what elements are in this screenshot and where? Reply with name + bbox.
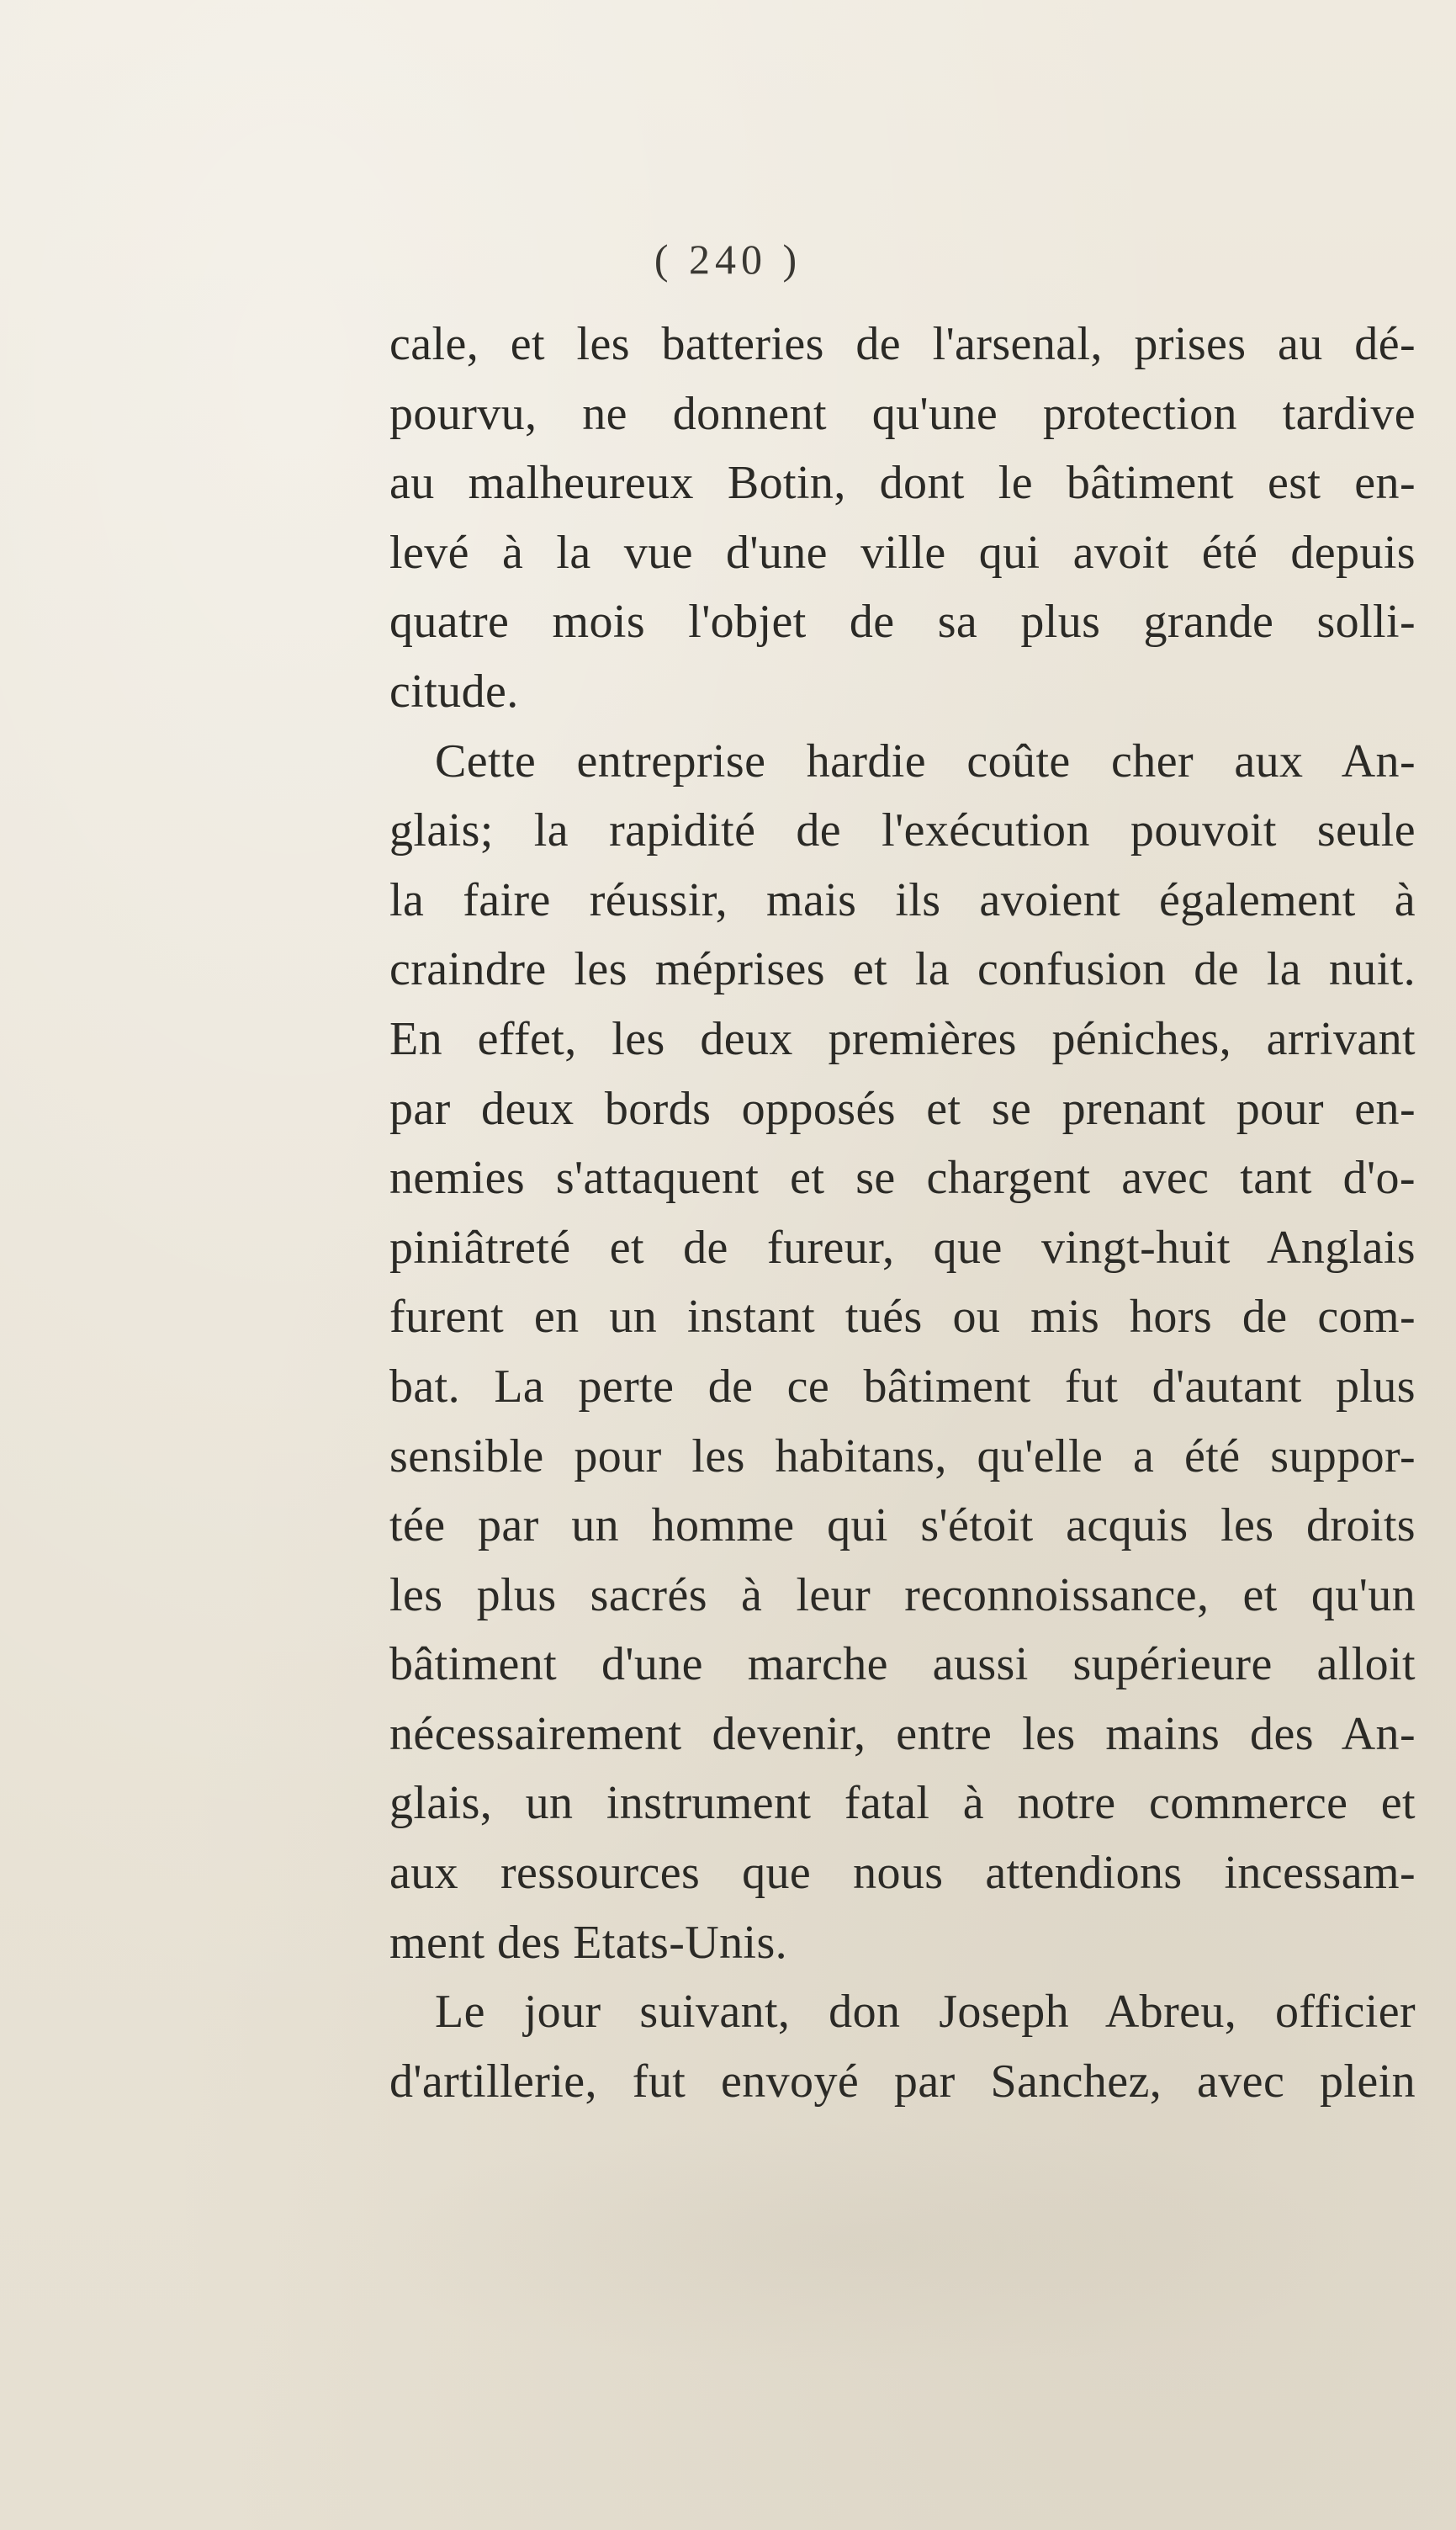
text-line: sensible pour les habitans, qu'elle a été suppor- xyxy=(389,1429,1416,1482)
text-line: ment des Etats-Unis. xyxy=(389,1916,788,1969)
text-line: levé à la vue d'une ville qui avoit été depuis xyxy=(389,526,1416,579)
text-line: par deux bords opposés et se prenant pour en- xyxy=(389,1082,1416,1135)
text-line: cale, et les batteries de l'arsenal, prises au dé- xyxy=(389,318,1416,370)
text-line: citude. xyxy=(389,665,519,718)
text-line: nemies s'attaquent et se chargent avec tant d'o- xyxy=(389,1152,1416,1205)
text-line: aux ressources que nous attendions incessam- xyxy=(389,1847,1416,1900)
body-text xyxy=(389,310,1416,2116)
page-number: ( 240 ) xyxy=(654,236,802,283)
show-through-shadow xyxy=(353,2120,1363,2373)
paragraph-start-line: Le jour suivant, don Joseph Abreu, officier xyxy=(435,1986,1416,2039)
text-line: glais, un instrument fatal à notre commerce et xyxy=(389,1777,1416,1830)
text-line: craindre les méprises et la confusion de la nuit. xyxy=(389,943,1416,996)
text-line: bâtiment d'une marche aussi supérieure alloit xyxy=(389,1638,1416,1691)
text-line: nécessairement devenir, entre les mains des An- xyxy=(389,1707,1416,1760)
text-line: d'artillerie, fut envoyé par Sanchez, avec plein xyxy=(389,2055,1416,2108)
text-line: au malheureux Botin, dont le bâtiment est en- xyxy=(389,457,1416,510)
text-line: quatre mois l'objet de sa plus grande solli- xyxy=(389,596,1416,649)
paragraph-start-line: Cette entreprise hardie coûte cher aux An- xyxy=(435,735,1416,788)
text-line: la faire réussir, mais ils avoient également à xyxy=(389,873,1416,926)
text-line: pourvu, ne donnent qu'une protection tardive xyxy=(389,387,1416,440)
text-line: tée par un homme qui s'étoit acquis les droits xyxy=(389,1499,1416,1552)
text-line: bat. La perte de ce bâtiment fut d'autant plus xyxy=(389,1360,1416,1413)
text-line: piniâtreté et de fureur, que vingt-huit Anglais xyxy=(389,1221,1416,1274)
text-line: furent en un instant tués ou mis hors de com- xyxy=(389,1291,1416,1344)
text-line: En effet, les deux premières péniches, arrivant xyxy=(389,1012,1416,1065)
text-line: glais; la rapidité de l'exécution pouvoit seule xyxy=(389,804,1416,857)
text-line: les plus sacrés à leur reconnoissance, et qu'un xyxy=(389,1568,1416,1621)
